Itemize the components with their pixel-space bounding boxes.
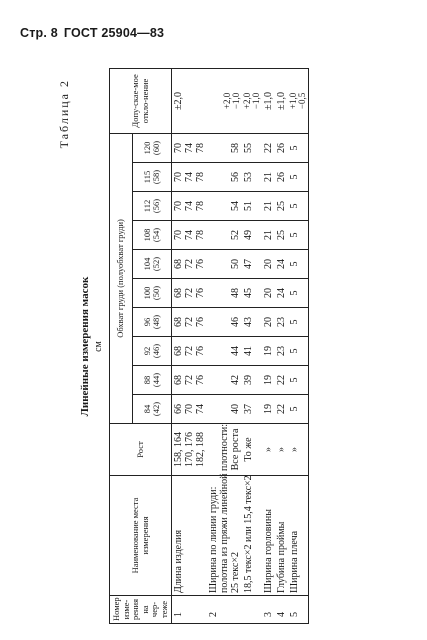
height-line: 170, 176 <box>184 432 195 467</box>
value-cell <box>275 366 288 395</box>
value-cell <box>275 133 288 162</box>
value-line: 46 <box>230 317 241 327</box>
value-line: 5 <box>289 203 300 209</box>
value-line: 19 <box>263 404 274 414</box>
value-line: 24 <box>276 259 287 269</box>
value-cell <box>172 308 208 337</box>
value-cell <box>207 133 242 162</box>
value-line: 76 <box>195 317 206 327</box>
row-number: 1 <box>172 596 208 624</box>
value-cell <box>207 395 242 424</box>
value-cell <box>262 192 275 221</box>
value-line: 72 <box>184 259 195 269</box>
row-number: 5 <box>288 596 309 624</box>
value-cell <box>262 308 275 337</box>
row-name-line: Ширина по линии груди: <box>208 486 219 593</box>
row-name-line: 18,5 текс×2 или 15,4 текс×2 <box>243 475 254 593</box>
caption-title: Линейные измерения масок <box>79 276 91 417</box>
height-line: 158, 164 <box>173 432 184 467</box>
value-cell <box>207 163 242 192</box>
value-line: 50 <box>230 259 241 269</box>
value-line: 72 <box>184 288 195 298</box>
table-row <box>262 68 275 623</box>
value-cell <box>275 308 288 337</box>
size-header: 88 (44) <box>133 366 172 395</box>
value-cell <box>262 221 275 250</box>
col-header-chest-group: Обхват груди (полуобхват груди) <box>110 133 133 423</box>
value-cell <box>242 192 262 221</box>
table-label: Таблица 2 <box>57 79 71 149</box>
table-row <box>275 68 288 623</box>
value-cell <box>172 395 208 424</box>
value-line: 66 <box>173 404 184 414</box>
value-line: 74 <box>184 201 195 211</box>
value-line: 5 <box>289 377 300 383</box>
value-line: 78 <box>195 142 206 153</box>
size-header: 96 (48) <box>133 308 172 337</box>
deviation-line: −1,0 <box>231 92 241 110</box>
value-line: 56 <box>230 172 241 182</box>
row-height <box>275 424 288 476</box>
table-row <box>207 68 242 623</box>
col-header-name: Наименование места измерения <box>110 476 172 596</box>
value-cell <box>242 366 262 395</box>
rotated-table-block <box>57 69 412 624</box>
value-line: 25 <box>276 201 287 211</box>
value-line: 20 <box>263 317 274 327</box>
table-caption <box>79 69 105 624</box>
row-height <box>242 424 262 476</box>
value-line: 78 <box>195 172 206 182</box>
value-cell <box>172 133 208 162</box>
deviation-pair <box>223 93 241 109</box>
row-deviation <box>172 68 208 133</box>
page-number: Стр. 8 <box>20 26 58 40</box>
value-line: 74 <box>184 172 195 182</box>
value-line: 37 <box>243 404 254 414</box>
standard-code: ГОСТ 25904—83 <box>63 26 165 40</box>
value-cell <box>262 395 275 424</box>
value-line: 21 <box>263 201 274 211</box>
value-cell <box>275 250 288 279</box>
height-line: » <box>276 447 287 452</box>
value-line: 24 <box>276 288 287 298</box>
value-cell <box>172 250 208 279</box>
value-line: 39 <box>243 375 254 385</box>
height-line: 182, 188 <box>195 432 206 467</box>
value-line: 25 <box>276 230 287 240</box>
value-line: 47 <box>243 259 254 269</box>
value-line: 19 <box>263 375 274 385</box>
value-cell <box>288 250 309 279</box>
size-header: 115 (58) <box>133 163 172 192</box>
row-height <box>288 424 309 476</box>
value-cell <box>242 395 262 424</box>
row-height <box>172 424 208 476</box>
row-name <box>172 476 208 596</box>
value-line: 70 <box>173 230 184 240</box>
value-cell <box>172 337 208 366</box>
value-cell <box>172 279 208 308</box>
value-line: 19 <box>263 346 274 356</box>
value-line: 51 <box>243 201 254 211</box>
value-cell <box>288 395 309 424</box>
value-line: 70 <box>173 172 184 182</box>
value-line: 55 <box>243 142 254 153</box>
caption-unit: см <box>93 341 104 352</box>
value-cell <box>242 163 262 192</box>
value-cell <box>172 366 208 395</box>
value-line: 20 <box>263 259 274 269</box>
value-line: 42 <box>230 375 241 385</box>
height-line: То же <box>243 437 254 462</box>
value-cell <box>207 221 242 250</box>
value-line: 5 <box>289 348 300 354</box>
value-line: 44 <box>230 346 241 356</box>
value-line: 74 <box>184 142 195 153</box>
value-cell <box>288 221 309 250</box>
value-line: 23 <box>276 346 287 356</box>
value-cell <box>207 279 242 308</box>
size-header: 104 (52) <box>133 250 172 279</box>
value-cell <box>288 337 309 366</box>
value-line: 48 <box>230 288 241 298</box>
value-line: 40 <box>230 404 241 414</box>
value-line: 78 <box>195 230 206 240</box>
size-header: 108 (54) <box>133 221 172 250</box>
col-header-num: Номер изме-рения на чер-теже <box>110 596 172 624</box>
value-cell <box>288 163 309 192</box>
row-name <box>288 476 309 596</box>
value-cell <box>242 308 262 337</box>
value-cell <box>207 337 242 366</box>
height-line: » <box>263 447 274 452</box>
row-deviation <box>242 68 262 133</box>
table-body <box>172 68 309 623</box>
value-cell <box>262 337 275 366</box>
deviation-pair <box>243 93 261 109</box>
size-header: 112 (56) <box>133 192 172 221</box>
row-number: 3 <box>262 596 275 624</box>
value-cell <box>207 192 242 221</box>
value-cell <box>288 308 309 337</box>
value-cell <box>242 279 262 308</box>
size-header: 84 (42) <box>133 395 172 424</box>
measurements-table <box>109 68 309 624</box>
value-line: 22 <box>276 375 287 385</box>
row-name <box>262 476 275 596</box>
value-cell <box>275 279 288 308</box>
value-line: 5 <box>289 406 300 412</box>
value-line: 76 <box>195 375 206 385</box>
value-line: 72 <box>184 346 195 356</box>
value-cell <box>275 395 288 424</box>
table-row <box>288 68 309 623</box>
height-line: » <box>289 447 300 452</box>
row-name-line: Глубина проймы <box>276 521 287 593</box>
value-line: 5 <box>289 319 300 325</box>
value-line: 5 <box>289 232 300 238</box>
value-line: 26 <box>276 142 287 153</box>
value-line: 58 <box>230 142 241 153</box>
size-header: 100 (50) <box>133 279 172 308</box>
size-header: 92 (46) <box>133 337 172 366</box>
value-cell <box>288 279 309 308</box>
value-line: 21 <box>263 230 274 240</box>
value-line: 22 <box>263 142 274 153</box>
value-line: 5 <box>289 261 300 267</box>
value-line: 70 <box>184 404 195 414</box>
value-line: 45 <box>243 288 254 298</box>
value-cell <box>262 366 275 395</box>
value-cell <box>207 308 242 337</box>
value-cell <box>242 221 262 250</box>
deviation-pair <box>289 93 307 109</box>
size-header: 120 (60) <box>133 133 172 162</box>
value-cell <box>207 250 242 279</box>
value-cell <box>275 337 288 366</box>
value-line: 68 <box>173 346 184 356</box>
page-header <box>20 26 164 40</box>
table-row <box>242 68 262 623</box>
value-line: 68 <box>173 288 184 298</box>
value-cell <box>288 366 309 395</box>
value-line: 5 <box>289 145 300 151</box>
row-name-line: Ширина горловины <box>263 509 274 593</box>
value-line: 72 <box>184 317 195 327</box>
value-line: 5 <box>289 174 300 180</box>
row-name-line: полотна из пряжи линейной плотности: <box>219 423 230 593</box>
value-cell <box>242 337 262 366</box>
deviation-line: +2,0 <box>242 92 252 110</box>
row-name-line: Длина изделия <box>173 529 184 593</box>
value-line: 23 <box>276 317 287 327</box>
row-number <box>242 596 262 624</box>
value-line: 53 <box>243 172 254 182</box>
value-cell <box>262 250 275 279</box>
deviation-line: +1,0 <box>288 92 298 110</box>
deviation-value: ±2,0 <box>173 91 184 110</box>
value-line: 78 <box>195 201 206 211</box>
value-line: 76 <box>195 346 206 356</box>
value-line: 21 <box>263 172 274 182</box>
value-cell <box>262 163 275 192</box>
row-deviation <box>275 68 288 133</box>
value-line: 76 <box>195 259 206 269</box>
row-height <box>262 424 275 476</box>
col-header-height: Рост <box>110 424 172 476</box>
value-cell <box>172 163 208 192</box>
deviation-line: −0,5 <box>297 92 307 110</box>
value-cell <box>288 133 309 162</box>
row-number: 2 <box>207 596 242 624</box>
value-line: 22 <box>276 404 287 414</box>
value-line: 70 <box>173 201 184 211</box>
value-cell <box>242 250 262 279</box>
value-line: 72 <box>184 375 195 385</box>
value-line: 68 <box>173 375 184 385</box>
deviation-line: −1,0 <box>251 92 261 110</box>
height-line: Все роста <box>230 428 241 471</box>
row-name-line: Ширина плеча <box>289 530 300 593</box>
deviation-line: +2,0 <box>222 92 232 110</box>
value-line: 76 <box>195 288 206 298</box>
value-cell <box>172 192 208 221</box>
value-cell <box>275 221 288 250</box>
table-row <box>172 68 208 623</box>
row-name <box>275 476 288 596</box>
value-cell <box>207 366 242 395</box>
value-line: 70 <box>173 142 184 153</box>
row-name-line: 25 текс×2 <box>230 552 241 593</box>
value-line: 20 <box>263 288 274 298</box>
value-line: 68 <box>173 259 184 269</box>
value-line: 26 <box>276 172 287 182</box>
value-cell <box>275 163 288 192</box>
value-line: 41 <box>243 346 254 356</box>
value-line: 52 <box>230 230 241 240</box>
row-deviation <box>262 68 275 133</box>
deviation-value: ±1,0 <box>276 91 287 110</box>
value-cell <box>275 192 288 221</box>
row-number: 4 <box>275 596 288 624</box>
row-deviation <box>288 68 309 133</box>
value-line: 5 <box>289 290 300 296</box>
col-header-deviation: Допу-скае-мое откло-нение <box>110 68 172 133</box>
value-cell <box>288 192 309 221</box>
value-line: 68 <box>173 317 184 327</box>
row-name <box>242 476 262 596</box>
value-line: 54 <box>230 201 241 211</box>
value-line: 74 <box>184 230 195 240</box>
value-cell <box>262 133 275 162</box>
value-line: 43 <box>243 317 254 327</box>
deviation-value: ±1,0 <box>263 91 274 110</box>
value-cell <box>242 133 262 162</box>
value-line: 49 <box>243 230 254 240</box>
value-cell <box>262 279 275 308</box>
value-line: 74 <box>195 404 206 414</box>
value-cell <box>172 221 208 250</box>
row-deviation <box>207 68 242 133</box>
